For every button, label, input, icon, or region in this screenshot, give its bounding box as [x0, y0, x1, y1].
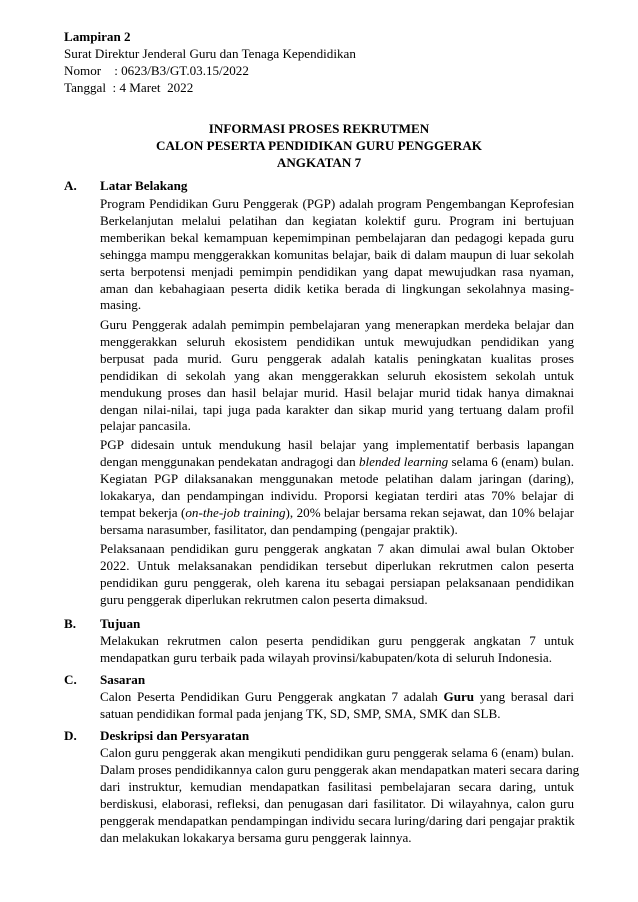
- paragraph-line: Program Pendidikan Guru Penggerak (PGP) adalah program Pengembangan Keprofesian: [100, 196, 574, 211]
- title-line-3: ANGKATAN 7: [276, 154, 362, 170]
- paragraph-line: pelajar pancasila.: [100, 418, 191, 434]
- section-a-paragraph-4: [100, 541, 574, 609]
- title-line-1: INFORMASI PROSES REKRUTMEN: [208, 121, 430, 136]
- paragraph-line: dari instruktur, kemudian mendapatkan fasilitasi pembelajaran secara daring, untuk: [100, 778, 574, 794]
- emphasis-text: blended learning: [358, 453, 449, 469]
- paragraph-line: dengan nilai-nilai, tapi juga pada karakter dan sikap murid yang tertuang dalam profil: [100, 401, 574, 417]
- paragraph-line: [100, 454, 574, 471]
- paragraph-line: PGP didesain untuk mendukung hasil belajar yang implementatif berbasis lapangan: [100, 437, 574, 452]
- paragraph-line: Calon guru penggerak akan mengikuti pendidikan guru penggerak selama 6 (enam) bulan.: [100, 745, 574, 760]
- section-c-letter: C.: [64, 672, 77, 687]
- document-header: [64, 29, 584, 97]
- section-a-paragraph-1: [100, 196, 574, 314]
- paragraph-line: Guru Penggerak adalah pemimpin pembelajaran yang menerapkan merdeka belajar dan: [100, 317, 574, 332]
- text-run: dengan menggunakan pendekatan andragogi dan: [100, 453, 359, 469]
- strong-text: Guru: [443, 689, 475, 704]
- section-d-title: Deskripsi dan Persyaratan: [100, 728, 250, 743]
- section-a-heading: [64, 178, 187, 195]
- section-c-body: [100, 689, 574, 723]
- paragraph-line: 2022. Untuk melaksanakan pendidikan tersebut diperlukan rekrutmen calon peserta: [100, 557, 574, 573]
- paragraph-line: mendukung proses dan hasil belajar murid. Hasil belajar murid tidak hanya dimaknai: [100, 384, 574, 400]
- title-line-2: CALON PESERTA PENDIDIKAN GURU PENGGERAK: [156, 137, 482, 153]
- paragraph-line: mendapatkan guru terbaik pada wilayah provinsi/kabupaten/kota di seluruh Indonesia.: [100, 649, 552, 665]
- section-a-paragraph-3: [100, 437, 574, 538]
- text-run: ), 20% belajar bersama rekan sejawat, dan 10% belajar: [285, 504, 574, 520]
- paragraph-line: Dalam proses pendidikannya calon guru penggerak akan mendapatkan materi secara daring: [100, 761, 580, 777]
- section-c-heading: [64, 672, 145, 689]
- section-b-body: [100, 633, 574, 667]
- section-a-paragraph-2: [100, 317, 574, 435]
- paragraph-line: bersama narasumber, fasilitator, dan pendamping (pengajar praktik).: [100, 521, 458, 537]
- text-run: selama 6 (enam) bulan.: [448, 453, 575, 469]
- paragraph-line: Pelaksanaan pendidikan guru penggerak angkatan 7 akan dimulai awal bulan Oktober: [100, 541, 574, 556]
- document-title: [64, 121, 574, 172]
- section-b-title: Tujuan: [100, 616, 141, 631]
- section-d-body: [100, 745, 580, 846]
- letter-source: Surat Direktur Jenderal Guru dan Tenaga Kependidikan: [64, 45, 356, 61]
- paragraph-line: memberikan bekal kemampuan kepemimpinan pembelajaran dan pedagogi kepada guru: [100, 229, 574, 245]
- paragraph-line: [100, 505, 574, 522]
- paragraph-line: aman dan kebahagiaan peserta didik ketika berada di lingkungan sekolahnya masing-: [100, 280, 574, 296]
- section-a-letter: A.: [64, 178, 77, 193]
- section-b-letter: B.: [64, 616, 77, 631]
- section-d-letter: D.: [64, 728, 77, 743]
- letter-date: Tanggal : 4 Maret 2022: [64, 79, 194, 95]
- text-run: Calon Peserta Pendidikan Guru Penggerak angkatan 7 adalah: [100, 689, 444, 704]
- paragraph-line: berdiskusi, elaborasi, refleksi, dan penugasan dari fasilitator. Di wilayahnya, calon guru: [100, 795, 574, 811]
- letter-number: Nomor : 0623/B3/GT.03.15/2022: [64, 62, 249, 78]
- paragraph-line: serta berpotensi menjadi pemimpin pendidikan yang dapat mewujudkan rasa nyaman,: [100, 263, 574, 279]
- paragraph-line: pendidikan guru penggerak, oleh karena itu sebagai persiapan pelaksanaan pendidikan: [100, 574, 574, 590]
- paragraph-line: menggerakkan seluruh ekosistem pendidikan untuk mewujudkan pendidikan yang: [100, 333, 574, 349]
- section-b-heading: [64, 616, 140, 633]
- paragraph-line: satuan pendidikan formal pada jenjang TK, SD, SMP, SMA, SMK dan SLB.: [100, 705, 501, 721]
- appendix-label: Lampiran 2: [64, 29, 131, 44]
- paragraph-line: Melakukan rekrutmen calon peserta pendidikan guru penggerak angkatan 7 untuk: [100, 633, 574, 648]
- text-run: tempat bekerja (: [100, 504, 186, 520]
- section-c-title: Sasaran: [100, 672, 146, 687]
- section-d-heading: [64, 728, 249, 745]
- paragraph-line: penggerak mendapatkan pendampingan individu secara luring/daring dari pengajar praktik: [100, 812, 575, 828]
- paragraph-line: [100, 689, 574, 706]
- emphasis-text: on-the-job training: [185, 504, 286, 520]
- paragraph-line: guru penggerak diperlukan rekrutmen calon peserta dimaksud.: [100, 591, 428, 607]
- section-a-title: Latar Belakang: [100, 178, 188, 193]
- paragraph-line: dan melakukan lokakarya bersama guru penggerak lainnya.: [100, 829, 412, 845]
- paragraph-line: berpusat pada murid. Guru penggerak adalah katalis peningkatan kualitas proses: [100, 350, 574, 366]
- text-run: yang berasal dari: [474, 689, 574, 704]
- paragraph-line: Kegiatan PGP dilaksanakan menggunakan metode pelatihan dalam jaringan (daring),: [100, 470, 574, 486]
- paragraph-line: masing.: [100, 297, 142, 313]
- paragraph-line: pendidikan di sekolah yang akan menggerakkan seluruh ekosistem sekolah untuk: [100, 367, 574, 383]
- paragraph-line: Berkelanjutan melalui pelatihan dan kegiatan kolektif guru. Program ini bertujuan: [100, 212, 574, 228]
- paragraph-line: sehingga mampu menggerakkan komunitas belajar, baik di dalam maupun di luar sekolah: [100, 246, 574, 262]
- paragraph-line: lokakarya, dan pendampingan individu. Proporsi kegiatan terdiri atas 70% belajar di: [100, 487, 574, 503]
